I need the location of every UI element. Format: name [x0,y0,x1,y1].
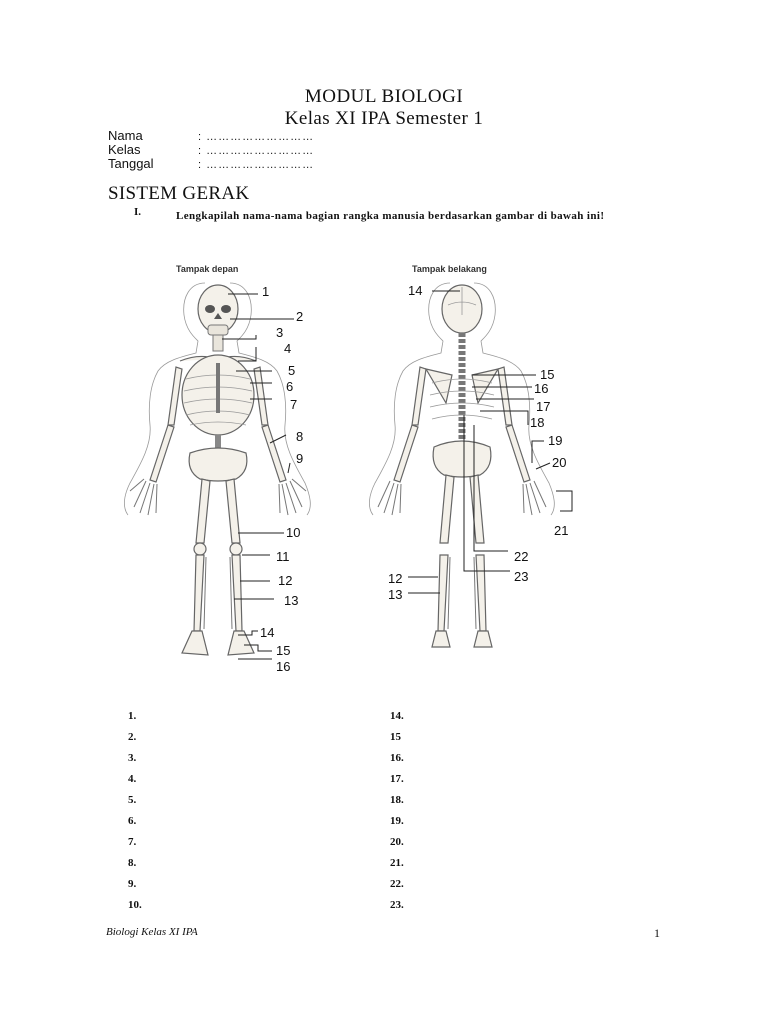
question-number: I. [134,206,142,218]
front-label: 1 [262,284,270,299]
identity-value: : ……………………… [198,159,315,171]
back-label: 12 [388,571,403,586]
answer-item: 21. [390,857,404,869]
section-title: SISTEM GERAK [108,183,250,204]
front-label: 11 [276,549,290,564]
answer-item: 14. [390,710,404,722]
answer-item: 1. [128,710,137,722]
answer-item: 17. [390,773,404,785]
answer-item: 16. [390,752,404,764]
answer-item: 2. [128,731,137,743]
front-label: 12 [278,573,293,588]
back-label: 20 [552,455,567,470]
answer-item: 3. [128,752,137,764]
front-skeleton-figure [110,275,320,685]
back-label: 18 [530,415,545,430]
identity-label: Tanggal [108,156,154,171]
identity-label: Kelas [108,142,141,157]
answer-item: 5. [128,794,137,806]
answer-item: 8. [128,857,137,869]
answer-item: 7. [128,836,137,848]
footer-course: Biologi Kelas XI IPA [106,926,198,938]
answer-item: 22. [390,878,404,890]
front-label: 6 [286,379,294,394]
answer-item: 15 [390,731,401,743]
front-label: 13 [284,593,299,608]
front-label: 5 [288,363,296,378]
back-label: 23 [514,569,529,584]
back-skeleton-figure [360,275,590,675]
front-label: 10 [286,525,301,540]
back-label: 17 [536,399,551,414]
front-label: 4 [284,341,292,356]
identity-row-name [108,128,314,143]
answer-item: 9. [128,878,137,890]
answer-item: 6. [128,815,137,827]
identity-row-class [108,142,314,157]
answer-item: 18. [390,794,404,806]
identity-label: Nama [108,128,143,143]
front-label: 2 [296,309,304,324]
back-label: 15 [540,367,555,382]
front-label: 16 [276,659,291,674]
front-label: 8 [296,429,304,444]
front-label: 15 [276,643,291,658]
answer-item: 23. [390,899,404,911]
back-label: 19 [548,433,563,448]
answer-item: 19. [390,815,404,827]
front-label: 3 [276,325,284,340]
back-label: 21 [554,523,569,538]
back-label: 22 [514,549,529,564]
front-label: 9 [296,451,304,466]
answer-item: 4. [128,773,137,785]
module-subtitle: Kelas XI IPA Semester 1 [284,108,484,129]
back-label: 13 [388,587,403,602]
back-label: 14 [408,283,423,298]
back-view-caption: Tampak belakang [412,264,487,274]
front-label: 7 [290,397,298,412]
identity-value: : ……………………… [198,145,315,157]
back-label: 16 [534,381,549,396]
page-number: 1 [654,926,660,940]
module-title: MODUL BIOLOGI [304,86,464,107]
answer-item: 10. [128,899,142,911]
question-text: Lengkapilah nama-nama bagian rangka manusia berdasarkan gambar di bawah ini! [176,210,605,222]
front-label: 14 [260,625,275,640]
answer-item: 20. [390,836,404,848]
front-view-caption: Tampak depan [176,264,239,274]
identity-row-date [108,156,314,171]
identity-value: : ……………………… [198,131,315,143]
